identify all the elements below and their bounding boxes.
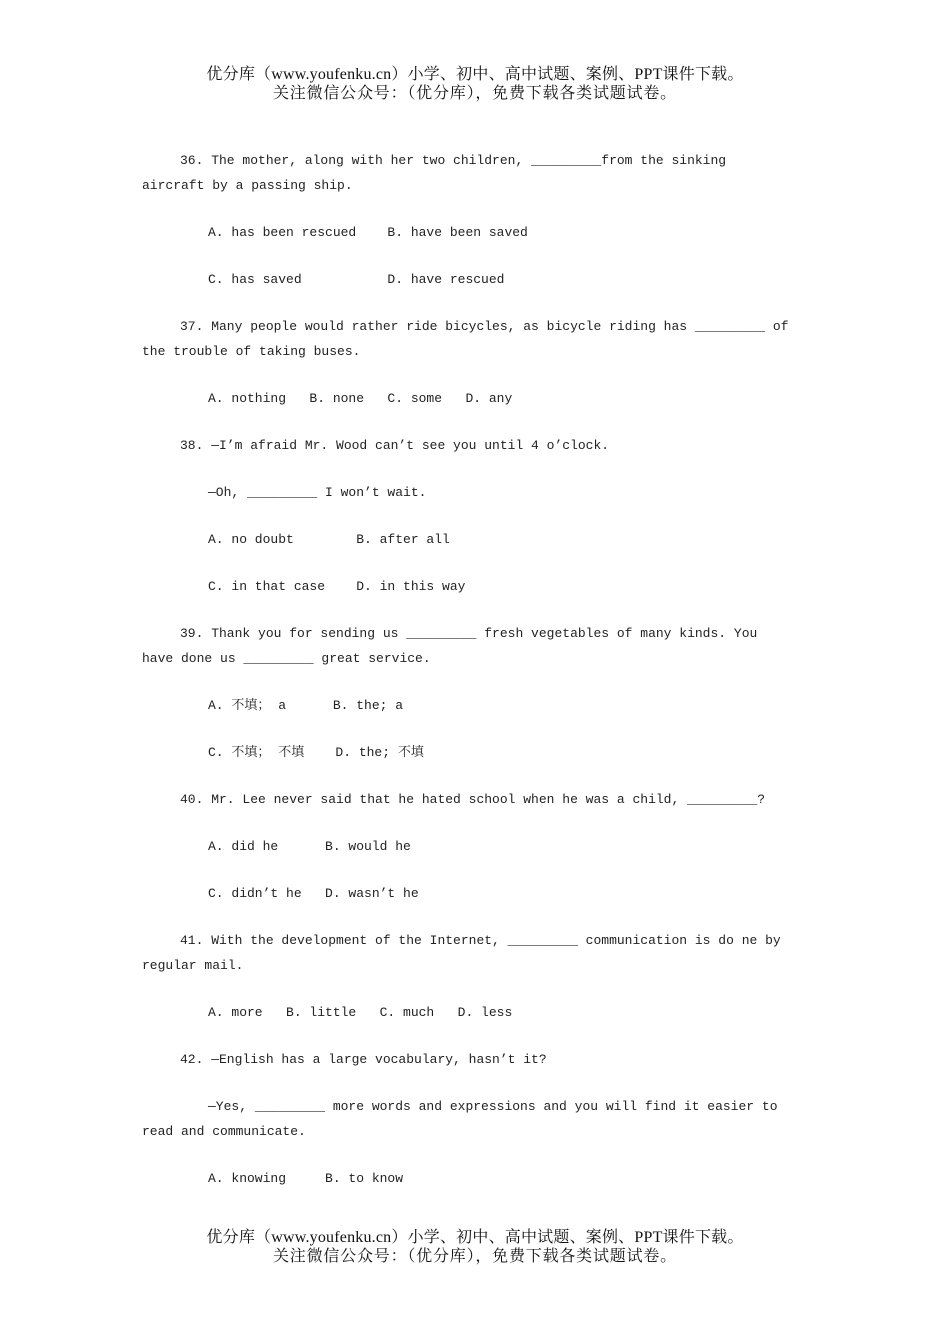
question-36-stem: 36. The mother, along with her two children, _________from the sinking aircraft by a passing ship. bbox=[142, 153, 727, 193]
question-36-options-row-1: A. has been rescued B. have been saved bbox=[208, 225, 528, 240]
question-39-options-row-2: C. 不填； 不填 D. the; 不填 bbox=[208, 745, 424, 760]
question-40-stem: 40. Mr. Lee never said that he hated school when he was a child, _________? bbox=[180, 792, 766, 807]
page-header bbox=[0, 65, 950, 103]
question-38-options-row-1: A. no doubt B. after all bbox=[208, 532, 450, 547]
question-38-reply: —Oh, _________ I won’t wait. bbox=[208, 485, 427, 500]
header-line-2: 关注微信公众号：（优分库），免费下载各类试题试卷。 bbox=[272, 85, 677, 102]
question-37-options-row-1: A. nothing B. none C. some D. any bbox=[208, 391, 513, 406]
question-40-options-row-2: C. didn’t he D. wasn’t he bbox=[208, 886, 419, 901]
header-line-1: 优分库（www.youfenku.cn）小学、初中、高中试题、案例、PPT课件下载。 bbox=[206, 66, 744, 83]
page-footer bbox=[0, 1228, 950, 1266]
question-42-reply: —Yes, _________ more words and expressions and you will find it easier to read and communicate. bbox=[142, 1099, 778, 1139]
footer-line-1: 优分库（www.youfenku.cn）小学、初中、高中试题、案例、PPT课件下载。 bbox=[206, 1229, 744, 1246]
question-41-options-row-1: A. more B. little C. much D. less bbox=[208, 1005, 513, 1020]
question-36-options-row-2: C. has saved D. have rescued bbox=[208, 272, 505, 287]
document-body bbox=[142, 148, 792, 1213]
question-38-stem: 38. —I’m afraid Mr. Wood can’t see you until 4 o’clock. bbox=[180, 438, 610, 453]
question-42-options-row-1: A. knowing B. to know bbox=[208, 1171, 404, 1186]
question-39-options-row-1: A. 不填； a B. the; a bbox=[208, 698, 404, 713]
footer-line-2: 关注微信公众号：（优分库），免费下载各类试题试卷。 bbox=[272, 1248, 677, 1265]
question-40-options-row-1: A. did he B. would he bbox=[208, 839, 411, 854]
question-41-stem: 41. With the development of the Internet, _________ communication is do ne by regular mail. bbox=[142, 933, 781, 973]
question-38-options-row-2: C. in that case D. in this way bbox=[208, 579, 466, 594]
question-37-stem: 37. Many people would rather ride bicycles, as bicycle riding has _________ of the trouble of taking buses. bbox=[142, 319, 789, 359]
question-39-stem: 39. Thank you for sending us _________ fresh vegetables of many kinds. You have done us _________ great service. bbox=[142, 626, 758, 666]
question-42-stem: 42. —English has a large vocabulary, hasn’t it? bbox=[180, 1052, 547, 1067]
